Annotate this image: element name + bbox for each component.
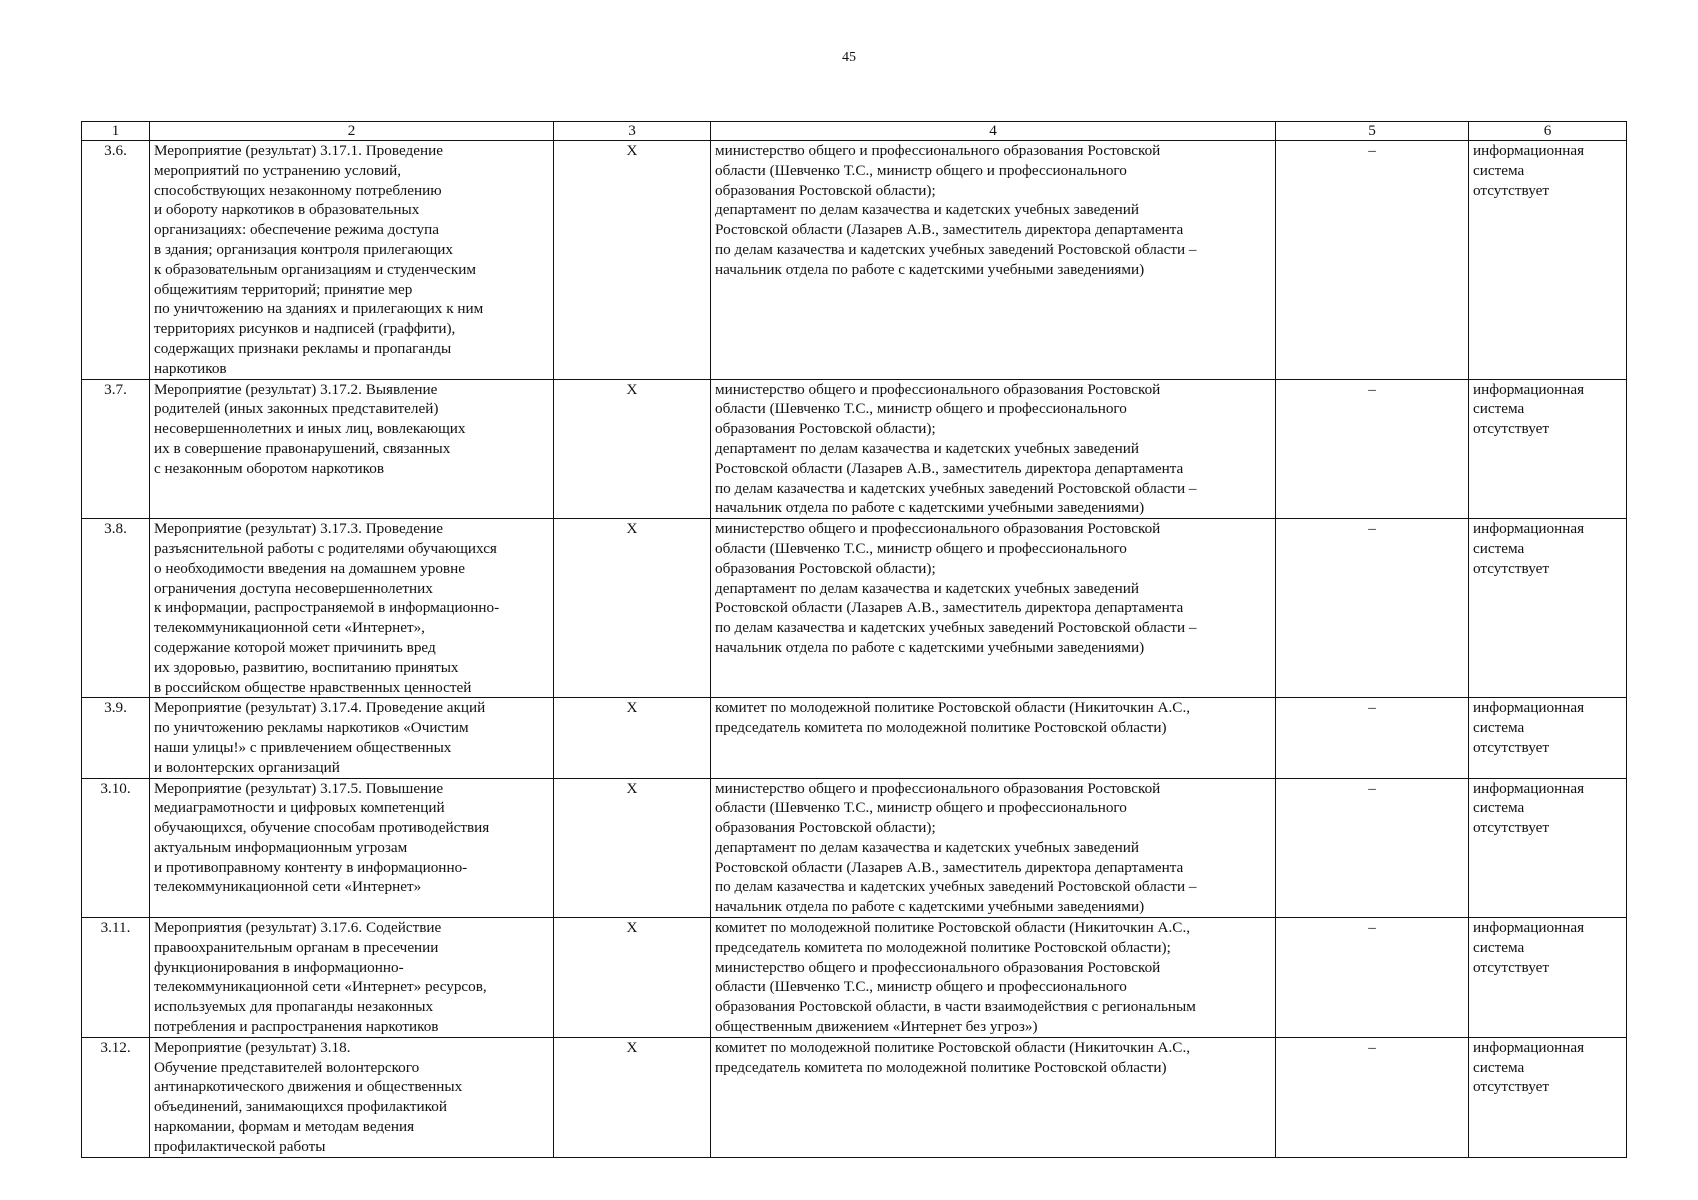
cell-line: информационная	[1473, 142, 1585, 159]
cell-line: информационная	[1473, 1038, 1585, 1056]
activity-description-cell	[150, 918, 554, 1038]
column-3-cell	[554, 918, 711, 1038]
cell-line: Ростовской области (Лазарев А.В., заместитель директора департамента	[715, 599, 1184, 617]
cell-line: области (Шевченко Т.С., министр общего и профессионального	[715, 400, 1127, 418]
cell-text: X	[626, 919, 638, 937]
cell-line: образования Ростовской области);	[715, 559, 936, 577]
cell-text: X	[626, 779, 638, 797]
column-header-2: 2	[150, 122, 554, 141]
cell-text: –	[1368, 1038, 1376, 1056]
table-row	[82, 519, 1627, 698]
column-5-cell	[1276, 918, 1469, 1038]
cell-line: телекоммуникационной сети «Интернет»,	[154, 619, 425, 637]
cell-line: Мероприятие (результат) 3.18.	[154, 1038, 351, 1056]
cell-line: система	[1473, 938, 1525, 956]
cell-line: Мероприятия (результат) 3.17.6. Содействие	[154, 919, 442, 937]
cell-line: председатель комитета по молодежной политике Ростовской области)	[715, 1058, 1167, 1076]
responsible-executor-cell	[711, 918, 1276, 1038]
cell-line: департамент по делам казачества и кадетских учебных заведений	[715, 838, 1139, 856]
column-header-5: 5	[1276, 122, 1469, 141]
responsible-executor-cell	[711, 1037, 1276, 1157]
cell-line: министерство общего и профессионального образования Ростовской	[715, 779, 1161, 797]
cell-line: территориях рисунков и надписей (граффити),	[154, 320, 456, 338]
cell-line: система	[1473, 161, 1525, 179]
cell-line: в российском обществе нравственных ценностей	[154, 678, 472, 696]
row-number-cell	[82, 918, 150, 1038]
cell-line: Мероприятие (результат) 3.17.1. Проведение	[154, 142, 443, 159]
cell-text: –	[1368, 699, 1376, 717]
cell-line: потребления и распространения наркотиков	[154, 1018, 439, 1036]
information-system-cell	[1469, 698, 1627, 778]
cell-line: разъяснительной работы с родителями обучающихся	[154, 539, 497, 557]
cell-line: области (Шевченко Т.С., министр общего и профессионального	[715, 978, 1127, 996]
cell-line: Мероприятие (результат) 3.17.5. Повышение	[154, 779, 444, 797]
cell-text: –	[1368, 520, 1376, 538]
cell-line: система	[1473, 539, 1525, 557]
cell-line: функционирования в информационно-	[154, 958, 404, 976]
cell-line: Мероприятие (результат) 3.17.3. Проведение	[154, 520, 443, 538]
column-3-cell	[554, 519, 711, 698]
cell-line: Мероприятие (результат) 3.17.2. Выявление	[154, 380, 438, 398]
cell-line: отсутствует	[1473, 559, 1549, 577]
cell-line: к информации, распространяемой в информационно-	[154, 599, 500, 617]
cell-line: образования Ростовской области);	[715, 420, 936, 438]
cell-line: и волонтерских организаций	[154, 758, 340, 776]
cell-line: начальник отдела по работе с кадетскими учебными заведениями)	[715, 260, 1145, 278]
responsible-executor-cell	[711, 141, 1276, 380]
cell-line: в здания; организация контроля прилегающих	[154, 240, 454, 258]
activity-description-cell	[150, 141, 554, 380]
cell-line: и обороту наркотиков в образовательных	[154, 201, 420, 219]
cell-line: телекоммуникационной сети «Интернет»	[154, 878, 422, 896]
cell-line: способствующих незаконному потреблению	[154, 181, 442, 199]
column-header-1: 1	[82, 122, 150, 141]
cell-text: X	[626, 520, 638, 538]
information-system-cell	[1469, 918, 1627, 1038]
cell-line: к образовательным организациям и студенческим	[154, 260, 477, 278]
column-5-cell	[1276, 1037, 1469, 1157]
cell-text: –	[1368, 142, 1376, 159]
cell-text: X	[626, 1038, 638, 1056]
cell-line: общежитиям территорий; принятие мер	[154, 280, 413, 298]
column-header-4: 4	[711, 122, 1276, 141]
cell-line: система	[1473, 719, 1525, 737]
column-5-cell	[1276, 778, 1469, 918]
cell-line: общественным движением «Интернет без угроз»)	[715, 1018, 1038, 1036]
activity-description-cell	[150, 778, 554, 918]
cell-line: медиаграмотности и цифровых компетенций	[154, 799, 445, 817]
information-system-cell	[1469, 141, 1627, 380]
cell-line: актуальным информационным угрозам	[154, 838, 408, 856]
column-5-cell	[1276, 519, 1469, 698]
cell-line: отсутствует	[1473, 420, 1549, 438]
cell-line: наши улицы!» с привлечением общественных	[154, 738, 452, 756]
activity-description-cell	[150, 1037, 554, 1157]
table-row	[82, 778, 1627, 918]
cell-line: система	[1473, 400, 1525, 418]
cell-line: председатель комитета по молодежной политике Ростовской области)	[715, 719, 1167, 737]
cell-text: –	[1368, 779, 1376, 797]
activity-description-cell	[150, 379, 554, 519]
cell-line: области (Шевченко Т.С., министр общего и профессионального	[715, 799, 1127, 817]
cell-line: по делам казачества и кадетских учебных заведений Ростовской области –	[715, 878, 1197, 896]
cell-line: председатель комитета по молодежной политике Ростовской области);	[715, 938, 1171, 956]
row-number-cell	[82, 778, 150, 918]
cell-line: области (Шевченко Т.С., министр общего и профессионального	[715, 161, 1127, 179]
cell-text: 3.11.	[100, 919, 131, 937]
cell-line: департамент по делам казачества и кадетских учебных заведений	[715, 439, 1139, 457]
cell-line: наркотиков	[154, 359, 227, 377]
row-number-cell	[82, 698, 150, 778]
cell-line: министерство общего и профессионального образования Ростовской	[715, 380, 1161, 398]
cell-line: образования Ростовской области);	[715, 819, 936, 837]
cell-text: 3.10.	[100, 779, 131, 797]
cell-line: образования Ростовской области);	[715, 181, 936, 199]
cell-text: 3.12.	[100, 1038, 131, 1056]
cell-line: антинаркотического движения и общественных	[154, 1078, 463, 1096]
cell-line: министерство общего и профессионального образования Ростовской	[715, 958, 1161, 976]
table-row	[82, 698, 1627, 778]
column-header-6: 6	[1469, 122, 1627, 141]
cell-line: Ростовской области (Лазарев А.В., заместитель директора департамента	[715, 221, 1184, 239]
row-number-cell	[82, 1037, 150, 1157]
cell-line: отсутствует	[1473, 958, 1549, 976]
activity-description-cell	[150, 519, 554, 698]
activities-table	[81, 121, 1627, 1158]
row-number-cell	[82, 141, 150, 380]
cell-line: информационная	[1473, 380, 1585, 398]
column-3-cell	[554, 141, 711, 380]
cell-line: организациях: обеспечение режима доступа	[154, 221, 439, 239]
cell-text: 3.9.	[104, 699, 127, 717]
cell-line: Обучение представителей волонтерского	[154, 1058, 420, 1076]
cell-line: начальник отдела по работе с кадетскими учебными заведениями)	[715, 499, 1145, 517]
cell-line: правоохранительным органам в пресечении	[154, 938, 439, 956]
activity-description-cell	[150, 698, 554, 778]
column-header-3: 3	[554, 122, 711, 141]
cell-text: X	[626, 699, 638, 717]
responsible-executor-cell	[711, 519, 1276, 698]
cell-line: их в совершение правонарушений, связанных	[154, 439, 451, 457]
information-system-cell	[1469, 519, 1627, 698]
header-row	[82, 122, 1627, 141]
responsible-executor-cell	[711, 778, 1276, 918]
information-system-cell	[1469, 379, 1627, 519]
cell-line: наркомании, формам и методам ведения	[154, 1118, 415, 1136]
row-number-cell	[82, 379, 150, 519]
cell-line: с незаконным оборотом наркотиков	[154, 459, 385, 477]
information-system-cell	[1469, 778, 1627, 918]
cell-text: 3.6.	[104, 142, 127, 159]
cell-line: информационная	[1473, 779, 1585, 797]
cell-text: –	[1368, 380, 1376, 398]
cell-line: по уничтожению на зданиях и прилегающих к ним	[154, 300, 484, 318]
cell-line: их здоровью, развитию, воспитанию принятых	[154, 658, 459, 676]
cell-line: ограничения доступа несовершеннолетних	[154, 579, 433, 597]
column-3-cell	[554, 778, 711, 918]
table-row	[82, 918, 1627, 1038]
cell-line: департамент по делам казачества и кадетских учебных заведений	[715, 579, 1139, 597]
column-3-cell	[554, 698, 711, 778]
cell-line: Ростовской области (Лазарев А.В., заместитель директора департамента	[715, 858, 1184, 876]
column-3-cell	[554, 1037, 711, 1157]
cell-line: отсутствует	[1473, 181, 1549, 199]
cell-line: начальник отдела по работе с кадетскими учебными заведениями)	[715, 638, 1145, 656]
column-5-cell	[1276, 379, 1469, 519]
cell-line: информационная	[1473, 520, 1585, 538]
cell-text: –	[1368, 919, 1376, 937]
cell-line: министерство общего и профессионального образования Ростовской	[715, 142, 1161, 159]
cell-line: министерство общего и профессионального образования Ростовской	[715, 520, 1161, 538]
cell-line: родителей (иных законных представителей)	[154, 400, 439, 418]
row-number-cell	[82, 519, 150, 698]
cell-line: по уничтожению рекламы наркотиков «Очистим	[154, 719, 469, 737]
column-5-cell	[1276, 698, 1469, 778]
table-row	[82, 1037, 1627, 1157]
cell-line: обучающихся, обучение способам противодействия	[154, 819, 490, 837]
cell-line: комитет по молодежной политике Ростовской области (Никиточкин А.С.,	[715, 919, 1191, 937]
cell-line: комитет по молодежной политике Ростовской области (Никиточкин А.С.,	[715, 1038, 1191, 1056]
cell-line: информационная	[1473, 699, 1585, 717]
cell-line: Мероприятие (результат) 3.17.4. Проведение акций	[154, 699, 486, 717]
cell-line: система	[1473, 799, 1525, 817]
cell-line: мероприятий по устранению условий,	[154, 161, 402, 179]
cell-line: информационная	[1473, 919, 1585, 937]
column-5-cell	[1276, 141, 1469, 380]
cell-text: 3.8.	[104, 520, 127, 538]
cell-line: профилактической работы	[154, 1137, 326, 1155]
cell-text: X	[626, 142, 638, 159]
cell-line: комитет по молодежной политике Ростовской области (Никиточкин А.С.,	[715, 699, 1191, 717]
page-number: 45	[842, 50, 856, 65]
responsible-executor-cell	[711, 698, 1276, 778]
cell-line: содержание которой может причинить вред	[154, 638, 436, 656]
cell-line: и противоправному контенту в информационно-	[154, 858, 468, 876]
table-row	[82, 141, 1627, 380]
cell-line: по делам казачества и кадетских учебных заведений Ростовской области –	[715, 619, 1197, 637]
cell-line: отсутствует	[1473, 738, 1549, 756]
cell-line: начальник отдела по работе с кадетскими учебными заведениями)	[715, 898, 1145, 916]
table-row	[82, 379, 1627, 519]
cell-text: X	[626, 380, 638, 398]
cell-text: 3.7.	[104, 380, 127, 398]
information-system-cell	[1469, 1037, 1627, 1157]
cell-line: содержащих признаки рекламы и пропаганды	[154, 339, 452, 357]
cell-line: области (Шевченко Т.С., министр общего и профессионального	[715, 539, 1127, 557]
cell-line: о необходимости введения на домашнем уровне	[154, 559, 465, 577]
cell-line: по делам казачества и кадетских учебных заведений Ростовской области –	[715, 479, 1197, 497]
cell-line: несовершеннолетних и иных лиц, вовлекающих	[154, 420, 466, 438]
cell-line: система	[1473, 1058, 1525, 1076]
cell-line: телекоммуникационной сети «Интернет» ресурсов,	[154, 978, 487, 996]
responsible-executor-cell	[711, 379, 1276, 519]
cell-line: Ростовской области (Лазарев А.В., заместитель директора департамента	[715, 459, 1184, 477]
cell-line: объединений, занимающихся профилактикой	[154, 1098, 448, 1116]
cell-line: отсутствует	[1473, 819, 1549, 837]
cell-line: образования Ростовской области, в части взаимодействия с региональным	[715, 998, 1196, 1016]
column-3-cell	[554, 379, 711, 519]
cell-line: по делам казачества и кадетских учебных заведений Ростовской области –	[715, 240, 1197, 258]
cell-line: отсутствует	[1473, 1078, 1549, 1096]
cell-line: используемых для пропаганды незаконных	[154, 998, 434, 1016]
cell-line: департамент по делам казачества и кадетских учебных заведений	[715, 201, 1139, 219]
